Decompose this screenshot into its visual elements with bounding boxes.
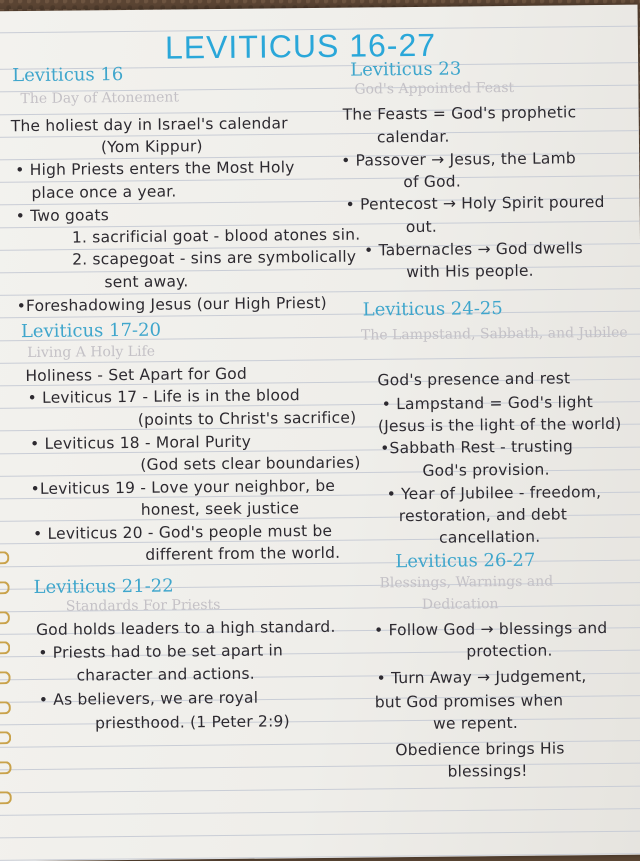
page-title: LEVITICUS 16-27: [164, 26, 437, 66]
note-line: Holiness - Set Apart for God: [25, 364, 248, 386]
note-line: God's presence and rest: [377, 369, 571, 390]
spiral-ring: [0, 611, 10, 624]
note-line: Obedience brings His: [395, 739, 565, 760]
note-line: • Year of Jubilee - freedom,: [386, 483, 602, 504]
note-line: • Passover → Jesus, the Lamb: [341, 149, 576, 170]
note-line: honest, seek justice: [140, 499, 300, 519]
note-line: The Feasts = God's prophetic: [342, 103, 577, 124]
section-subheading: Blessings, Warnings and: [379, 573, 554, 592]
section-heading: Leviticus 26-27: [395, 549, 536, 573]
spiral-ring: [0, 791, 12, 804]
note-line: • Lampstand = God's light: [381, 393, 594, 414]
note-line: • Follow God → blessings and: [373, 618, 608, 640]
note-line: with His people.: [406, 261, 534, 282]
note-line: priesthood. (1 Peter 2:9): [94, 712, 290, 733]
section-heading: Leviticus 21-22: [33, 575, 174, 598]
spiral-ring: [0, 581, 10, 594]
section-subheading: Living A Holy Life: [27, 343, 156, 362]
spiral-ring: [0, 671, 11, 684]
section-heading: Leviticus 23: [350, 58, 462, 81]
section-subheading-cont: Dedication: [421, 596, 499, 613]
note-line: • Leviticus 17 - Life is in the blood: [27, 386, 300, 408]
spiral-ring: [0, 731, 11, 744]
note-line: • Tabernacles → God dwells: [363, 239, 583, 260]
section-subheading: Standards For Priests: [65, 597, 221, 615]
note-line: 2. scapegoat - sins are symbolically: [72, 247, 357, 269]
note-line: calendar.: [376, 127, 450, 147]
note-line: The holiest day in Israel's calendar: [10, 114, 288, 136]
note-line: of God.: [403, 172, 461, 192]
section-subheading: The Lampstand, Sabbath, and Jubilee: [360, 324, 628, 344]
spiral-ring: [0, 761, 12, 774]
note-line: • High Priests enters the Most Holy: [15, 158, 295, 180]
note-line: (Jesus is the light of the world): [377, 414, 622, 436]
note-line: but God promises when: [374, 691, 564, 712]
note-line: place once a year.: [31, 182, 177, 202]
note-line: (points to Christ's sacrifice): [137, 408, 357, 429]
note-line: 1. sacrificial goat - blood atones sin.: [71, 225, 361, 247]
spiral-ring: [0, 701, 11, 714]
note-line: • Turn Away → Judgement,: [376, 667, 587, 688]
note-line: •Sabbath Rest - trusting: [380, 437, 574, 458]
note-line: we repent.: [432, 713, 519, 733]
section-heading: Leviticus 16: [12, 64, 124, 87]
note-line: sent away.: [104, 272, 189, 292]
note-line: God holds leaders to a high standard.: [35, 617, 336, 639]
note-line: • Priests had to be set apart in: [38, 641, 284, 662]
section-subheading: God's Appointed Feast: [354, 79, 515, 98]
note-line: • Two goats: [15, 206, 110, 226]
note-line: restoration, and debt: [398, 505, 568, 526]
section-heading: Leviticus 17-20: [20, 319, 162, 343]
note-line: • As believers, we are royal: [38, 688, 259, 709]
note-line: different from the world.: [145, 543, 341, 564]
spiral-ring: [0, 551, 9, 564]
note-line: cancellation.: [439, 527, 541, 547]
notebook-page: [0, 5, 640, 861]
note-line: out.: [405, 217, 438, 237]
note-line: •Foreshadowing Jesus (our High Priest): [16, 293, 327, 316]
note-line: (Yom Kippur): [100, 137, 203, 157]
note-line: character and actions.: [76, 664, 255, 685]
spiral-ring: [0, 641, 10, 654]
note-line: God's provision.: [422, 460, 550, 480]
section-heading: Leviticus 24-25: [362, 298, 503, 321]
note-line: (God sets clear boundaries): [140, 453, 361, 474]
note-line: • Leviticus 18 - Moral Purity: [30, 432, 252, 454]
note-line: protection.: [466, 641, 553, 661]
note-line: • Pentecost → Holy Spirit poured: [345, 192, 605, 214]
note-line: •Leviticus 19 - Love your neighbor, be: [30, 476, 336, 499]
note-line: • Leviticus 20 - God's people must be: [32, 521, 333, 543]
note-line: blessings!: [447, 761, 528, 781]
section-subheading: The Day of Atonement: [20, 89, 180, 108]
